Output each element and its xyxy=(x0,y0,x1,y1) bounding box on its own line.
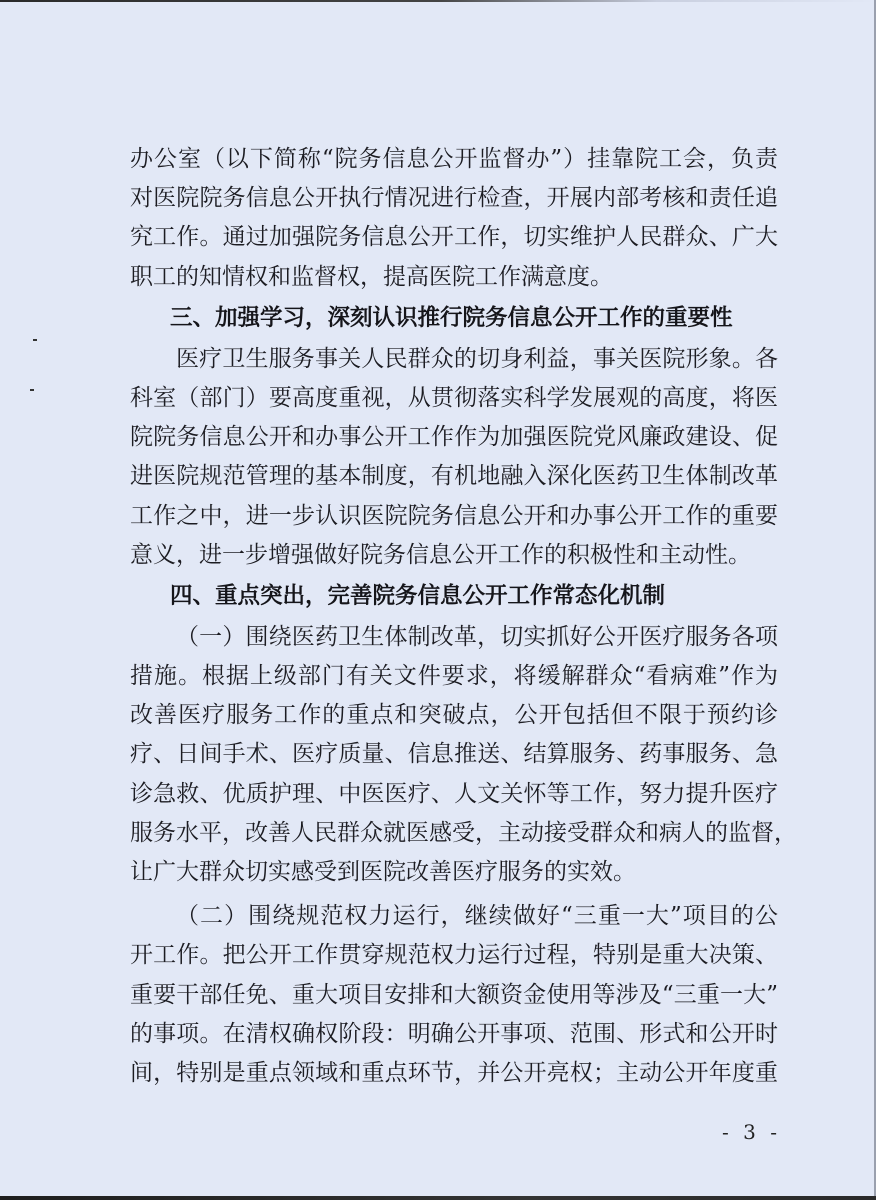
document-body xyxy=(130,140,797,1093)
text-line: 医疗卫生服务事关人民群众的切身利益，事关医院形象。各 xyxy=(176,345,778,372)
paragraph-power-regulation xyxy=(130,897,778,1093)
text-line: 办公室（以下简称“院务信息公开监督办”）挂靠院工会，负责 xyxy=(130,146,778,172)
text-line: 职工的知情权和监督权，提高医院工作满意度。 xyxy=(130,263,613,290)
text-line: 措施。根据上级部门有关文件要求，将缓解群众“看病难”作为 xyxy=(130,663,778,690)
paragraph-importance xyxy=(130,340,778,575)
margin-binding-mark xyxy=(30,389,34,391)
text-line: 科室（部门）要高度重视，从贯彻落实科学发展观的高度，将医 xyxy=(130,384,778,411)
text-line: 服务水平，改善人民群众就医感受，主动接受群众和病人的监督， xyxy=(130,819,797,846)
text-line: 让广大群众切实感受到医院改善医疗服务的实效。 xyxy=(130,859,636,885)
text-line: 进医院规范管理的基本制度，有机地融入深化医药卫生体制改革 xyxy=(130,463,778,490)
text-line: 开工作。把公开工作贯穿规范权力运行过程，特别是重大决策、 xyxy=(130,942,778,969)
section-heading-3: 三、加强学习，深刻认识推行院务信息公开工作的重要性 xyxy=(170,304,733,331)
text-line: 意义，进一步增强做好院务信息公开工作的积极性和主动性。 xyxy=(130,541,751,568)
section-heading-4: 四、重点突出，完善院务信息公开工作常态化机制 xyxy=(170,582,666,609)
text-line: （一）围绕医药卫生体制改革，切实抓好公开医疗服务各项 xyxy=(176,623,778,650)
paragraph-medical-reform xyxy=(130,618,797,892)
text-line: 究工作。通过加强院务信息公开工作，切实维护人民群众、广大 xyxy=(130,224,778,251)
margin-binding-mark xyxy=(33,339,37,341)
scan-bottom-edge xyxy=(0,1196,876,1200)
text-line: 重要干部任免、重大项目安排和大额资金使用等涉及“三重一大” xyxy=(130,981,778,1008)
text-line: 疗、日间手术、医疗质量、信息推送、结算服务、药事服务、急 xyxy=(130,741,778,768)
text-line: 对医院院务信息公开执行情况进行检查，开展内部考核和责任追 xyxy=(130,185,778,212)
text-line: （二）围绕规范权力运行，继续做好“三重一大”项目的公 xyxy=(176,903,778,930)
text-line: 工作之中，进一步认识医院院务信息公开和办事公开工作的重要 xyxy=(130,502,778,529)
text-line: 诊急救、优质护理、中医医疗、人文关怀等工作，努力提升医疗 xyxy=(130,780,778,807)
text-line: 院院务信息公开和办事公开工作作为加强医院党风廉政建设、促 xyxy=(130,424,778,451)
text-line: 改善医疗服务工作的重点和突破点，公开包括但不限于预约诊 xyxy=(130,702,778,729)
text-line: 间，特别是重点领域和重点环节，并公开亮权；主动公开年度重 xyxy=(130,1059,778,1086)
scan-top-edge xyxy=(0,0,876,2)
paragraph-supervision-office xyxy=(130,140,778,297)
page-number: - 3 - xyxy=(722,1120,781,1144)
text-line: 的事项。在清权确权阶段：明确公开事项、范围、形式和公开时 xyxy=(130,1020,778,1047)
